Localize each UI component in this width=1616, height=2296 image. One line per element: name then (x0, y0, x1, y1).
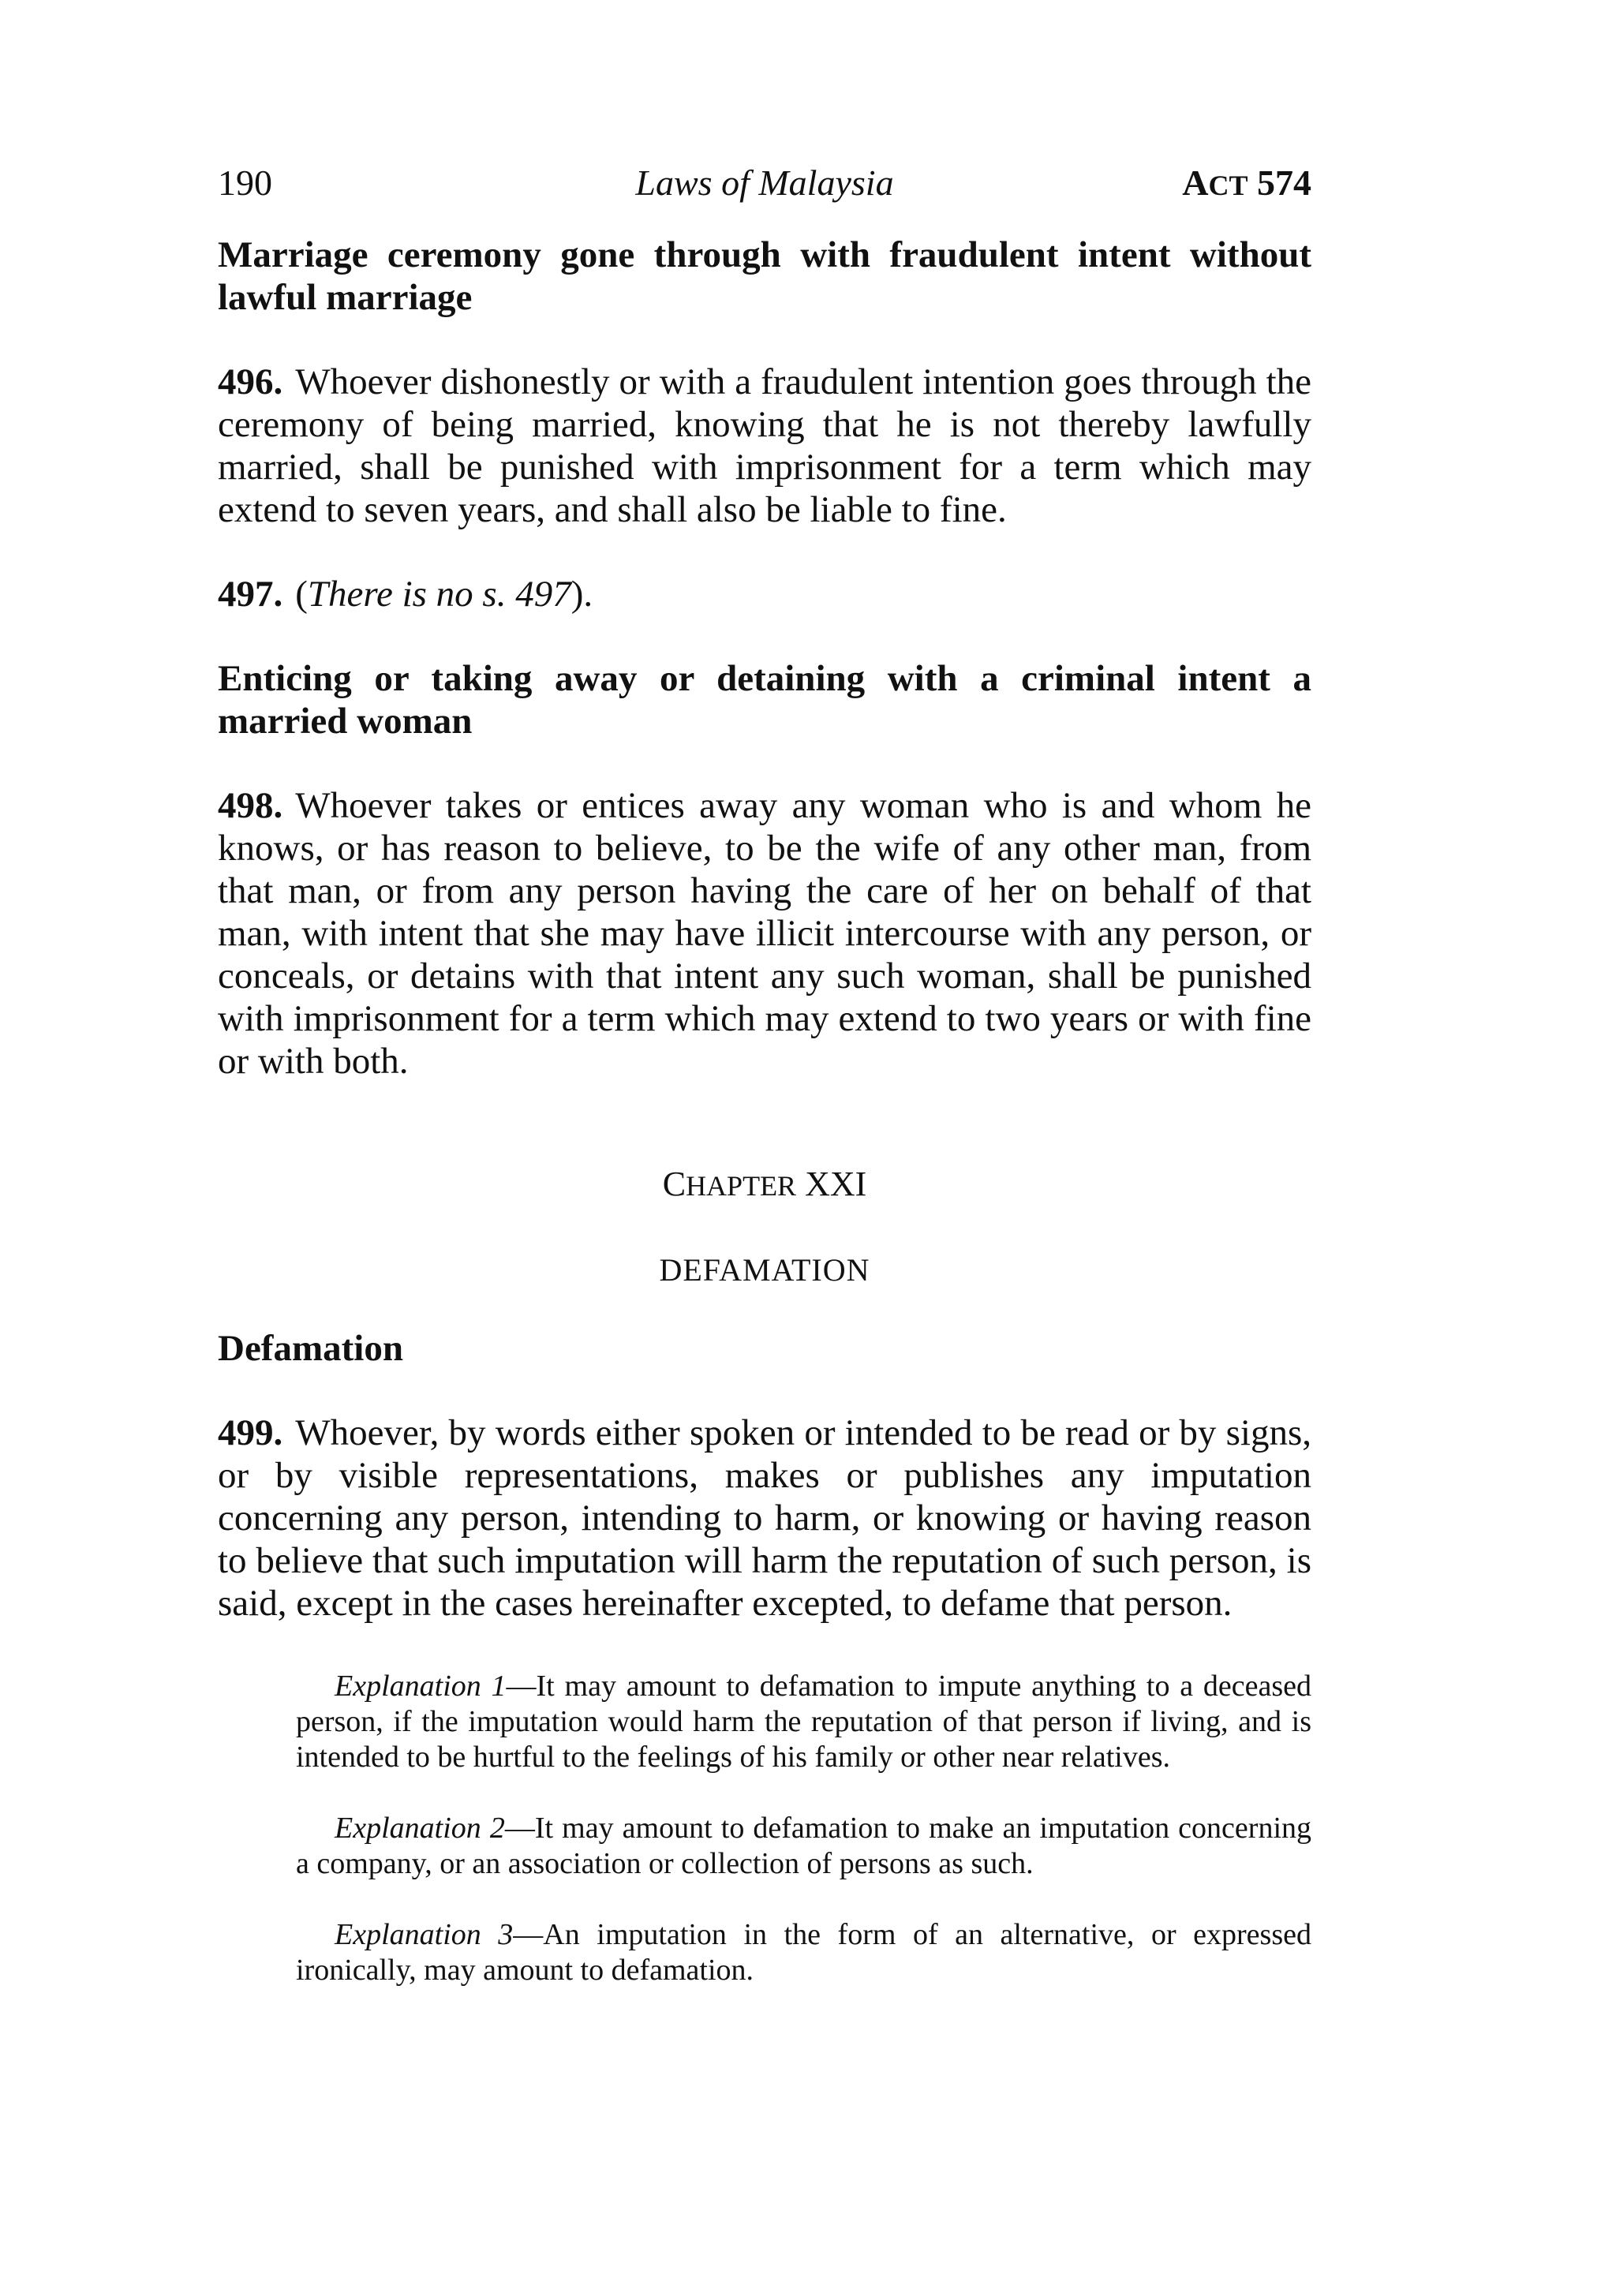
section-497-number: 497. (218, 574, 283, 615)
section-497-close: ). (570, 574, 593, 615)
chapter-numeral: XXI (805, 1165, 867, 1203)
explanation-3-label: Explanation 3 (335, 1918, 514, 1951)
document-page (218, 158, 1311, 1988)
section-496-number: 496. (218, 361, 283, 402)
explanation-2-label: Explanation 2 (335, 1812, 505, 1845)
section-497-note: There is no s. 497 (307, 574, 571, 615)
section-496-heading: Marriage ceremony gone through with fraudulent intent without lawful marriage (218, 234, 1311, 318)
explanation-2 (296, 1811, 1311, 1882)
explanation-3-text: —An imputation in the form of an alternative, or expressed ironically, may amount to defamation. (296, 1918, 1311, 1987)
act-number: 574 (1257, 163, 1311, 203)
section-498 (218, 784, 1311, 1083)
running-title: Laws of Malaysia (635, 163, 894, 203)
page-number: 190 (218, 163, 272, 203)
explanation-1-text: —It may amount to defamation to impute anything to a deceased person, if the imputation would harm the reputation of that person if living, and is intended to be hurtful to the feelings of his family or other near relatives. (296, 1670, 1311, 1774)
section-499-text: Whoever, by words either spoken or intended to be read or by signs, or by visible representations, makes or publishes any imputation concerning any person, intending to harm, or knowing or having reason to believe that such imputation will harm the reputation of such person, is said, except in the cases hereinafter excepted, to defame that person. (218, 1412, 1311, 1624)
section-497 (218, 573, 1311, 615)
section-498-heading: Enticing or taking away or detaining with a criminal intent a married woman (218, 658, 1311, 742)
chapter-title (218, 1163, 1311, 1207)
page-header (218, 158, 1311, 208)
act-label (1182, 158, 1311, 211)
chapter-prefix: C (662, 1165, 686, 1203)
section-499-number: 499. (218, 1412, 283, 1453)
chapter-prefix-smallcaps: HAPTER (686, 1170, 797, 1202)
explanation-2-text: —It may amount to defamation to make an imputation concerning a company, or an association or collection of persons as such. (296, 1812, 1311, 1880)
section-496 (218, 361, 1311, 531)
section-499-heading: Defamation (218, 1328, 403, 1369)
section-499 (218, 1412, 1311, 1625)
section-497-open: ( (295, 574, 308, 615)
explanation-1-label: Explanation 1 (335, 1670, 507, 1703)
explanation-3 (296, 1917, 1311, 1988)
section-498-number: 498. (218, 785, 283, 826)
chapter-heading: DEFAMATION (659, 1252, 870, 1288)
section-498-text: Whoever takes or entices away any woman who is and whom he knows, or has reason to believe, to be the wife of any other man, from that man, or from any person having the care of her on behalf of that man, with intent that she may have illicit intercourse with any person, or conceals, or detains with that intent any such woman, shall be punished with imprisonment for a term which may extend to two years or with fine or with both. (218, 785, 1311, 1082)
section-496-text: Whoever dishonestly or with a fraudulent intention goes through the ceremony of being married, knowing that he is not thereby lawfully married, shall be punished with imprisonment for a term which may extend to seven years, and shall also be liable to fine. (218, 361, 1311, 530)
act-prefix-smallcaps: CT (1208, 170, 1248, 201)
act-prefix: A (1182, 163, 1209, 203)
explanation-1 (296, 1669, 1311, 1775)
